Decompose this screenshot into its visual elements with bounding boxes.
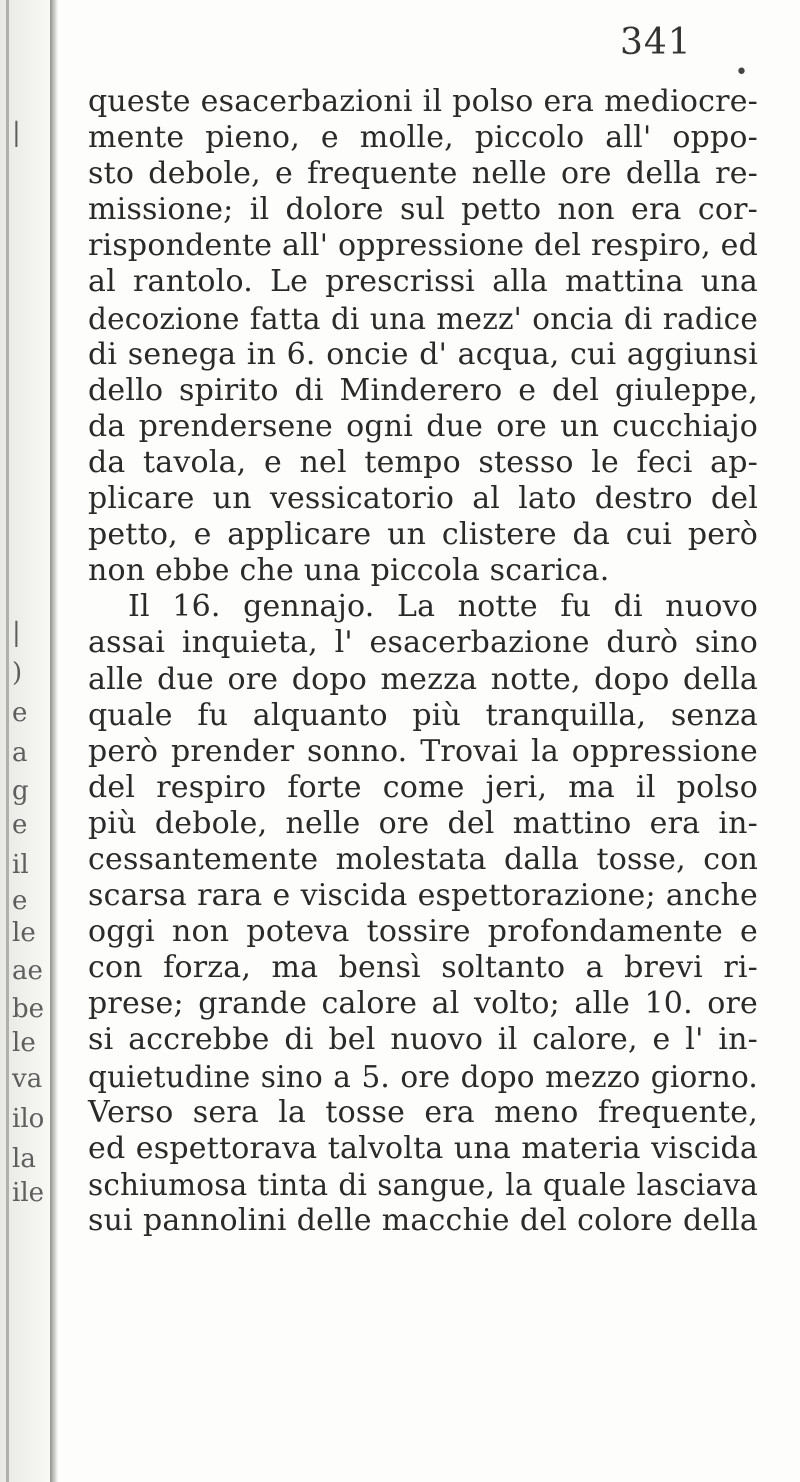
margin-fragment: ae (12, 956, 43, 986)
text-line: cessantemente molestata dalla tosse, con (88, 841, 758, 877)
text-line: non ebbe che una piccola scarica. (88, 553, 610, 589)
text-line: però prender sonno. Trovai la oppressione (88, 733, 758, 769)
margin-fragment: ilo (12, 1104, 45, 1134)
text-line: alle due ore dopo mezza notte, dopo della (88, 661, 758, 697)
margin-fragment: e (12, 810, 28, 840)
text-line: Il 16. gennajo. La notte fu di nuovo (128, 589, 758, 625)
margin-fragment: be (12, 994, 45, 1024)
body-text (88, 84, 758, 1239)
text-line: schiumosa tinta di sangue, la quale lasciava (88, 1167, 758, 1202)
text-line: con forza, ma bensì soltanto a brevi ri- (88, 950, 758, 986)
page-mark: • (735, 60, 748, 85)
text-line: Verso sera la tosse era meno frequente, (88, 1094, 758, 1130)
text-line: rispondente all' oppressione del respiro, ed (88, 228, 758, 264)
text-line: missione; il dolore sul petto non era cor- (88, 192, 758, 228)
margin-fragment: le (12, 1028, 36, 1058)
margin-fragment: ile (12, 1178, 45, 1208)
text-line: di senega in 6. oncie d' acqua, cui aggiunsi (88, 336, 758, 372)
margin-fragment: | (12, 618, 21, 648)
text-line: prese; grande calore al volto; alle 10. ore (88, 986, 758, 1022)
gutter-edge-line (6, 0, 9, 1482)
text-line: quale fu alquanto più tranquilla, senza (88, 697, 758, 733)
text-line: assai inquieta, l' esacerbazione durò sino (88, 625, 758, 661)
text-line: plicare un vessicatorio al lato destro del (88, 481, 758, 517)
margin-fragment: e (12, 886, 28, 916)
text-line: mente pieno, e molle, piccolo all' oppo- (88, 120, 758, 156)
margin-fragment: g (12, 776, 29, 806)
text-line: queste esacerbazioni il polso era mediocre- (88, 84, 758, 119)
text-line: petto, e applicare un clistere da cui però (88, 517, 758, 553)
text-line: più debole, nelle ore del mattino era in- (88, 805, 758, 841)
page-number: 341 (620, 22, 692, 63)
text-line: decozione fatta di una mezz' oncia di radice (88, 301, 758, 336)
margin-fragment: | (12, 118, 21, 148)
text-line: al rantolo. Le prescrissi alla mattina una (88, 264, 758, 300)
text-line: sui pannolini delle macchie del colore della (88, 1202, 758, 1238)
gutter-shadow (50, 0, 58, 1482)
text-line: oggi non poteva tossire profondamente e (88, 914, 758, 950)
margin-fragment: ) (12, 658, 23, 688)
margin-fragment: e (12, 698, 28, 728)
text-line: sto debole, e frequente nelle ore della re- (88, 156, 758, 192)
text-line: da tavola, e nel tempo stesso le feci ap- (88, 444, 758, 480)
text-line: del respiro forte come jeri, ma il polso (88, 769, 758, 805)
margin-fragment: il (12, 850, 29, 880)
text-line: da prendersene ogni due ore un cucchiajo (88, 408, 758, 444)
text-line: si accrebbe di bel nuovo il calore, e l' in- (88, 1022, 758, 1058)
margin-fragment: le (12, 918, 36, 948)
text-line: quietudine sino a 5. ore dopo mezzo giorno. (88, 1059, 758, 1094)
text-line: dello spirito di Minderero e del giuleppe, (88, 372, 758, 408)
margin-fragment: la (12, 1144, 36, 1174)
margin-fragment: va (12, 1064, 43, 1094)
text-line: scarsa rara e viscida espettorazione; anche (88, 878, 758, 914)
margin-fragment: a (12, 738, 28, 768)
text-line: ed espettorava talvolta una materia viscida (88, 1130, 758, 1166)
